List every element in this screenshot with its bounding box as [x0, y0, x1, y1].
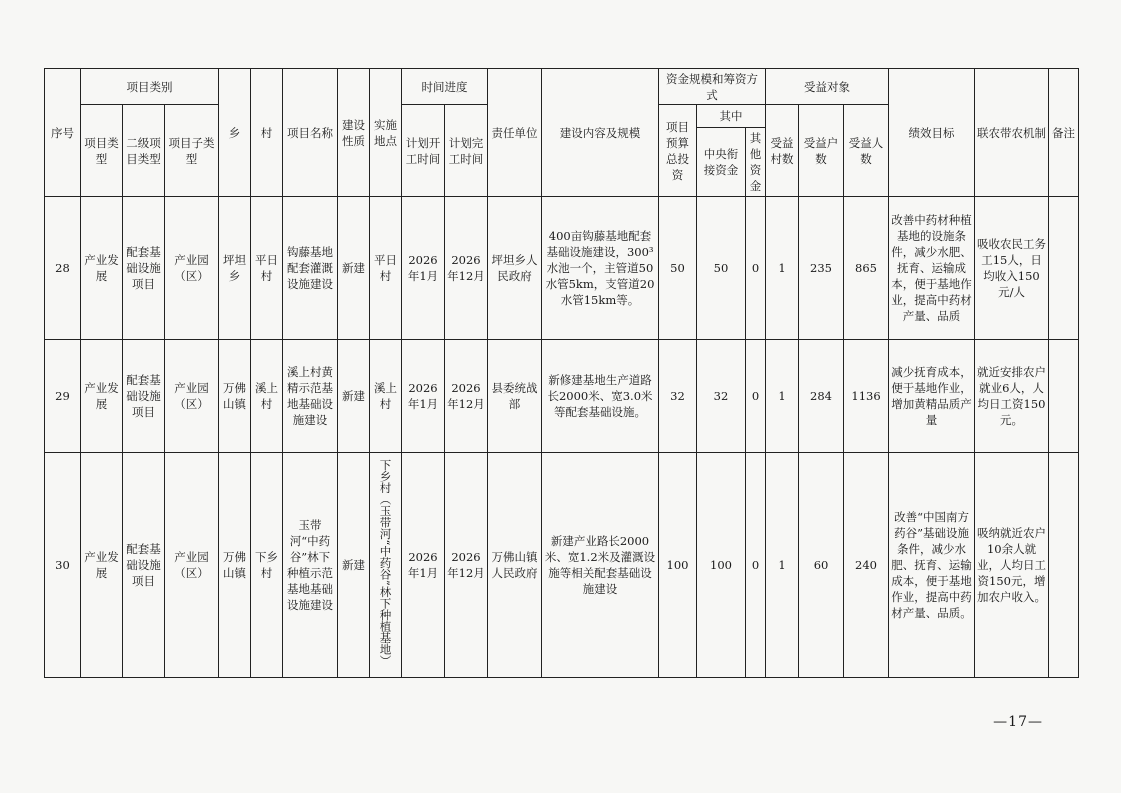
cell-villages: 1: [766, 453, 799, 678]
header-township: 乡: [219, 69, 251, 197]
header-location: 实施地点: [370, 69, 402, 197]
header-beneficiaries: 受益对象: [766, 69, 889, 105]
cell-content: 新修建基地生产道路长2000米、宽3.0米等配套基础设施。: [542, 340, 659, 453]
header-seq: 序号: [45, 69, 81, 197]
table-row: [45, 340, 1079, 453]
cell-village: 平日村: [251, 197, 283, 340]
header-of-which: 其中: [697, 105, 766, 128]
header-schedule: 时间进度: [402, 69, 488, 105]
header-benefit-people: 受益人数: [844, 105, 889, 197]
cell-type: 产业发展: [81, 453, 123, 678]
header-row-1: [45, 69, 1079, 105]
header-project-type: 项目类型: [81, 105, 123, 197]
cell-total: 32: [659, 340, 697, 453]
header-content: 建设内容及规模: [542, 69, 659, 197]
cell-location: [370, 453, 402, 678]
cell-sub: 产业园（区）: [165, 453, 219, 678]
cell-remarks: [1049, 453, 1079, 678]
cell-households: 60: [799, 453, 844, 678]
cell-central: 100: [697, 453, 746, 678]
cell-total: 100: [659, 453, 697, 678]
cell-people: 1136: [844, 340, 889, 453]
cell-households: 284: [799, 340, 844, 453]
header-level2-type: 二级项目类型: [123, 105, 165, 197]
cell-other: 0: [746, 197, 766, 340]
cell-location: 平日村: [370, 197, 402, 340]
cell-villages: 1: [766, 340, 799, 453]
cell-seq: 29: [45, 340, 81, 453]
cell-location: 溪上村: [370, 340, 402, 453]
header-other-funds: 其他资金: [746, 128, 766, 197]
cell-nature: 新建: [338, 340, 370, 453]
header-project-category: 项目类别: [81, 69, 219, 105]
cell-seq: 28: [45, 197, 81, 340]
cell-content: 新建产业路长2000米、宽1.2米及灌溉设施等相关配套基础设施建设: [542, 453, 659, 678]
cell-nature: 新建: [338, 197, 370, 340]
cell-mechanism: 吸收农民工务工15人，日均收入150元/人: [975, 197, 1049, 340]
cell-start: 2026年1月: [402, 197, 445, 340]
cell-performance: 改善“中国南方药谷”基础设施条件，减少水肥、抚育、运输成本，便于基地作业，提高中药材产量、品质。: [889, 453, 975, 678]
table-row: [45, 453, 1079, 678]
cell-mechanism: 吸纳就近农户10余人就业，人均日工资150元，增加农户收入。: [975, 453, 1049, 678]
cell-type: 产业发展: [81, 197, 123, 340]
header-village: 村: [251, 69, 283, 197]
header-start-time: 计划开工时间: [402, 105, 445, 197]
cell-sub: 产业园（区）: [165, 340, 219, 453]
cell-mechanism: 就近安排农户就业6人，人均日工资150元。: [975, 340, 1049, 453]
cell-level2: 配套基础设施项目: [123, 197, 165, 340]
cell-type: 产业发展: [81, 340, 123, 453]
header-total-investment: 项目预算总投资: [659, 105, 697, 197]
cell-project-name: 玉带河“中药谷”林下种植示范基地基础设施建设: [283, 453, 338, 678]
cell-nature: 新建: [338, 453, 370, 678]
cell-remarks: [1049, 340, 1079, 453]
header-funding: 资金规模和筹资方式: [659, 69, 766, 105]
project-table: [44, 68, 1079, 678]
cell-villages: 1: [766, 197, 799, 340]
cell-end: 2026年12月: [445, 453, 488, 678]
cell-remarks: [1049, 197, 1079, 340]
header-build-nature: 建设性质: [338, 69, 370, 197]
cell-total: 50: [659, 197, 697, 340]
cell-level2: 配套基础设施项目: [123, 453, 165, 678]
cell-central: 50: [697, 197, 746, 340]
cell-township: 万佛山镇: [219, 453, 251, 678]
cell-seq: 30: [45, 453, 81, 678]
header-benefit-villages: 受益村数: [766, 105, 799, 197]
cell-responsible: 万佛山镇人民政府: [488, 453, 542, 678]
cell-performance: 改善中药材种植基地的设施条件，减少水肥、抚育、运输成本，便于基地作业，提高中药材产量、品质: [889, 197, 975, 340]
header-farmer-mechanism: 联农带农机制: [975, 69, 1049, 197]
location-vertical-text: 下乡村（玉带河“中药谷”林下种植基地）: [378, 459, 393, 667]
cell-people: 865: [844, 197, 889, 340]
cell-central: 32: [697, 340, 746, 453]
table-row: [45, 197, 1079, 340]
cell-level2: 配套基础设施项目: [123, 340, 165, 453]
header-project-name: 项目名称: [283, 69, 338, 197]
header-benefit-households: 受益户数: [799, 105, 844, 197]
cell-village: 下乡村: [251, 453, 283, 678]
cell-village: 溪上村: [251, 340, 283, 453]
header-central-funds: 中央衔接资金: [697, 128, 746, 197]
header-remarks: 备注: [1049, 69, 1079, 197]
cell-performance: 减少抚育成本，便于基地作业，增加黄精品质产量: [889, 340, 975, 453]
cell-households: 235: [799, 197, 844, 340]
cell-start: 2026年1月: [402, 453, 445, 678]
cell-project-name: 溪上村黄精示范基地基础设施建设: [283, 340, 338, 453]
page-number: —17—: [993, 714, 1043, 730]
cell-other: 0: [746, 453, 766, 678]
header-sub-type: 项目子类型: [165, 105, 219, 197]
cell-other: 0: [746, 340, 766, 453]
cell-responsible: 县委统战部: [488, 340, 542, 453]
header-performance: 绩效目标: [889, 69, 975, 197]
header-responsible: 责任单位: [488, 69, 542, 197]
cell-content: 400亩钩藤基地配套基础设施建设，300³水池一个，主管道50水管5km，支管道20水管15km等。: [542, 197, 659, 340]
cell-end: 2026年12月: [445, 340, 488, 453]
cell-people: 240: [844, 453, 889, 678]
cell-project-name: 钩藤基地配套灌溉设施建设: [283, 197, 338, 340]
cell-township: 坪坦乡: [219, 197, 251, 340]
cell-sub: 产业园（区）: [165, 197, 219, 340]
header-end-time: 计划完工时间: [445, 105, 488, 197]
cell-start: 2026年1月: [402, 340, 445, 453]
cell-township: 万佛山镇: [219, 340, 251, 453]
cell-end: 2026年12月: [445, 197, 488, 340]
cell-responsible: 坪坦乡人民政府: [488, 197, 542, 340]
